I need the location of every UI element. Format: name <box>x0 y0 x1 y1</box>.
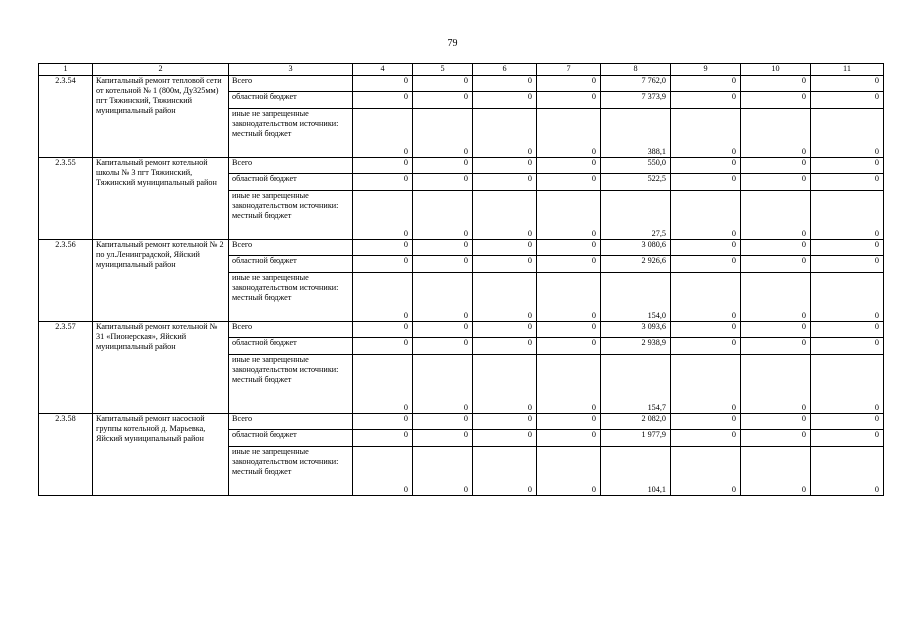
value-cell: 0 <box>811 191 884 240</box>
value-cell: 0 <box>741 414 811 430</box>
value-cell: 0 <box>353 355 413 414</box>
value-cell: 0 <box>671 414 741 430</box>
value-cell: 0 <box>473 338 537 355</box>
local-budget-label: местный бюджет <box>232 129 292 138</box>
value-cell: 0 <box>741 191 811 240</box>
table-row <box>39 76 884 92</box>
value-cell: 0 <box>811 240 884 256</box>
value-cell: 0 <box>353 240 413 256</box>
value-cell: 2 938,9 <box>601 338 671 355</box>
value-cell: 0 <box>671 92 741 109</box>
value-cell: 0 <box>537 191 601 240</box>
value-cell: 0 <box>741 76 811 92</box>
other-sources-label: иные не запрещенные законодательством источники: <box>232 273 339 292</box>
value-cell: 0 <box>537 256 601 273</box>
value-cell: 0 <box>413 355 473 414</box>
value-cell: 0 <box>741 109 811 158</box>
value-cell: 0 <box>413 414 473 430</box>
value-cell: 0 <box>537 76 601 92</box>
value-cell: 0 <box>413 430 473 447</box>
column-header: 5 <box>413 64 473 76</box>
source-label: областной бюджет <box>229 430 353 447</box>
value-cell: 0 <box>413 76 473 92</box>
source-label: областной бюджет <box>229 256 353 273</box>
value-cell: 0 <box>473 174 537 191</box>
value-cell: 0 <box>413 273 473 322</box>
value-cell: 1 977,9 <box>601 430 671 447</box>
value-cell: 104,1 <box>601 447 671 496</box>
value-cell: 0 <box>671 256 741 273</box>
value-cell: 3 093,6 <box>601 322 671 338</box>
source-label: Всего <box>229 158 353 174</box>
value-cell: 0 <box>741 447 811 496</box>
entry-name: Капитальный ремонт насосной группы котельной д. Марьевка, Яйский муниципальный район <box>93 414 229 496</box>
page-number: 79 <box>447 38 458 49</box>
entry-code: 2.3.55 <box>39 158 93 240</box>
value-cell: 0 <box>537 174 601 191</box>
column-number-row <box>39 64 884 76</box>
value-cell: 0 <box>537 338 601 355</box>
value-cell: 0 <box>811 256 884 273</box>
entry-code: 2.3.57 <box>39 322 93 414</box>
value-cell: 0 <box>811 338 884 355</box>
value-cell: 0 <box>473 191 537 240</box>
value-cell: 0 <box>741 92 811 109</box>
source-label: Всего <box>229 322 353 338</box>
value-cell: 0 <box>537 355 601 414</box>
value-cell: 0 <box>741 158 811 174</box>
table-row <box>39 158 884 174</box>
value-cell: 0 <box>671 191 741 240</box>
budget-table <box>38 63 884 496</box>
value-cell: 0 <box>741 338 811 355</box>
value-cell: 0 <box>741 240 811 256</box>
source-label: Всего <box>229 414 353 430</box>
entry-code: 2.3.58 <box>39 414 93 496</box>
value-cell: 388,1 <box>601 109 671 158</box>
entry-name: Капитальный ремонт котельной № 2 по ул.Ленинградской, Яйский муниципальный район <box>93 240 229 322</box>
column-header: 2 <box>93 64 229 76</box>
value-cell: 0 <box>413 447 473 496</box>
local-budget-label: местный бюджет <box>232 211 292 220</box>
value-cell: 0 <box>473 273 537 322</box>
value-cell: 0 <box>811 174 884 191</box>
value-cell: 0 <box>353 322 413 338</box>
value-cell: 0 <box>811 158 884 174</box>
column-header: 8 <box>601 64 671 76</box>
value-cell: 0 <box>811 322 884 338</box>
value-cell: 0 <box>353 338 413 355</box>
column-header: 10 <box>741 64 811 76</box>
value-cell: 0 <box>473 158 537 174</box>
value-cell: 0 <box>671 158 741 174</box>
other-sources-label: иные не запрещенные законодательством источники: <box>232 355 339 374</box>
value-cell: 0 <box>537 92 601 109</box>
value-cell: 0 <box>353 174 413 191</box>
column-header: 6 <box>473 64 537 76</box>
other-sources-label: иные не запрещенные законодательством источники: <box>232 447 339 466</box>
source-label: Всего <box>229 76 353 92</box>
source-label: Всего <box>229 240 353 256</box>
value-cell: 0 <box>741 430 811 447</box>
column-header: 9 <box>671 64 741 76</box>
value-cell: 0 <box>811 109 884 158</box>
value-cell: 0 <box>537 414 601 430</box>
value-cell: 154,7 <box>601 355 671 414</box>
value-cell: 0 <box>353 109 413 158</box>
value-cell: 0 <box>741 174 811 191</box>
value-cell: 0 <box>413 174 473 191</box>
source-label: областной бюджет <box>229 338 353 355</box>
value-cell: 0 <box>413 240 473 256</box>
value-cell: 0 <box>353 92 413 109</box>
value-cell: 0 <box>537 322 601 338</box>
entry-name: Капитальный ремонт котельной № 31 «Пионерская», Яйский муниципальный район <box>93 322 229 414</box>
value-cell: 2 082,0 <box>601 414 671 430</box>
value-cell: 0 <box>537 158 601 174</box>
column-header: 3 <box>229 64 353 76</box>
value-cell: 0 <box>537 273 601 322</box>
value-cell: 0 <box>811 447 884 496</box>
value-cell: 0 <box>671 109 741 158</box>
column-header: 1 <box>39 64 93 76</box>
value-cell: 0 <box>537 430 601 447</box>
value-cell: 0 <box>741 322 811 338</box>
value-cell: 0 <box>473 355 537 414</box>
source-label <box>229 273 353 322</box>
value-cell: 0 <box>741 355 811 414</box>
source-label: областной бюджет <box>229 92 353 109</box>
value-cell: 0 <box>413 92 473 109</box>
value-cell: 0 <box>671 355 741 414</box>
value-cell: 0 <box>353 256 413 273</box>
source-label <box>229 191 353 240</box>
value-cell: 7 373,9 <box>601 92 671 109</box>
table-row <box>39 240 884 256</box>
value-cell: 0 <box>353 447 413 496</box>
value-cell: 0 <box>353 414 413 430</box>
local-budget-label: местный бюджет <box>232 467 292 476</box>
entry-code: 2.3.56 <box>39 240 93 322</box>
value-cell: 0 <box>473 322 537 338</box>
value-cell: 0 <box>353 273 413 322</box>
value-cell: 0 <box>413 109 473 158</box>
local-budget-label: местный бюджет <box>232 293 292 302</box>
column-header: 11 <box>811 64 884 76</box>
value-cell: 2 926,6 <box>601 256 671 273</box>
value-cell: 0 <box>473 447 537 496</box>
entry-name: Капитальный ремонт котельной школы № 3 пгт Тяжинский, Тяжинский муниципальный район <box>93 158 229 240</box>
value-cell: 154,0 <box>601 273 671 322</box>
table-row <box>39 414 884 430</box>
column-header: 7 <box>537 64 601 76</box>
value-cell: 0 <box>671 447 741 496</box>
source-label <box>229 447 353 496</box>
value-cell: 0 <box>671 76 741 92</box>
other-sources-label: иные не запрещенные законодательством источники: <box>232 109 339 128</box>
value-cell: 0 <box>353 430 413 447</box>
value-cell: 0 <box>473 256 537 273</box>
column-header: 4 <box>353 64 413 76</box>
value-cell: 0 <box>473 76 537 92</box>
value-cell: 0 <box>811 92 884 109</box>
value-cell: 0 <box>353 76 413 92</box>
value-cell: 0 <box>413 158 473 174</box>
source-label <box>229 109 353 158</box>
value-cell: 0 <box>473 240 537 256</box>
value-cell: 0 <box>413 256 473 273</box>
value-cell: 0 <box>537 109 601 158</box>
entry-name: Капитальный ремонт тепловой сети от котельной № 1 (800м, Ду325мм) пгт Тяжинский, Тяжинский муниципальный район <box>93 76 229 158</box>
local-budget-label: местный бюджет <box>232 375 292 384</box>
value-cell: 27,5 <box>601 191 671 240</box>
value-cell: 0 <box>353 191 413 240</box>
value-cell: 7 762,0 <box>601 76 671 92</box>
value-cell: 0 <box>473 92 537 109</box>
value-cell: 0 <box>353 158 413 174</box>
value-cell: 0 <box>671 240 741 256</box>
value-cell: 0 <box>473 109 537 158</box>
source-label <box>229 355 353 414</box>
value-cell: 0 <box>413 191 473 240</box>
value-cell: 0 <box>413 338 473 355</box>
value-cell: 0 <box>671 174 741 191</box>
table-row <box>39 322 884 338</box>
value-cell: 0 <box>811 76 884 92</box>
value-cell: 0 <box>671 338 741 355</box>
entry-code: 2.3.54 <box>39 76 93 158</box>
value-cell: 550,0 <box>601 158 671 174</box>
source-label: областной бюджет <box>229 174 353 191</box>
value-cell: 3 080,6 <box>601 240 671 256</box>
value-cell: 0 <box>671 430 741 447</box>
value-cell: 0 <box>811 273 884 322</box>
value-cell: 0 <box>671 322 741 338</box>
value-cell: 0 <box>811 355 884 414</box>
value-cell: 0 <box>537 447 601 496</box>
value-cell: 0 <box>537 240 601 256</box>
value-cell: 0 <box>811 414 884 430</box>
value-cell: 0 <box>811 430 884 447</box>
value-cell: 0 <box>473 430 537 447</box>
value-cell: 0 <box>741 256 811 273</box>
value-cell: 522,5 <box>601 174 671 191</box>
value-cell: 0 <box>473 414 537 430</box>
value-cell: 0 <box>671 273 741 322</box>
other-sources-label: иные не запрещенные законодательством источники: <box>232 191 339 210</box>
value-cell: 0 <box>413 322 473 338</box>
value-cell: 0 <box>741 273 811 322</box>
